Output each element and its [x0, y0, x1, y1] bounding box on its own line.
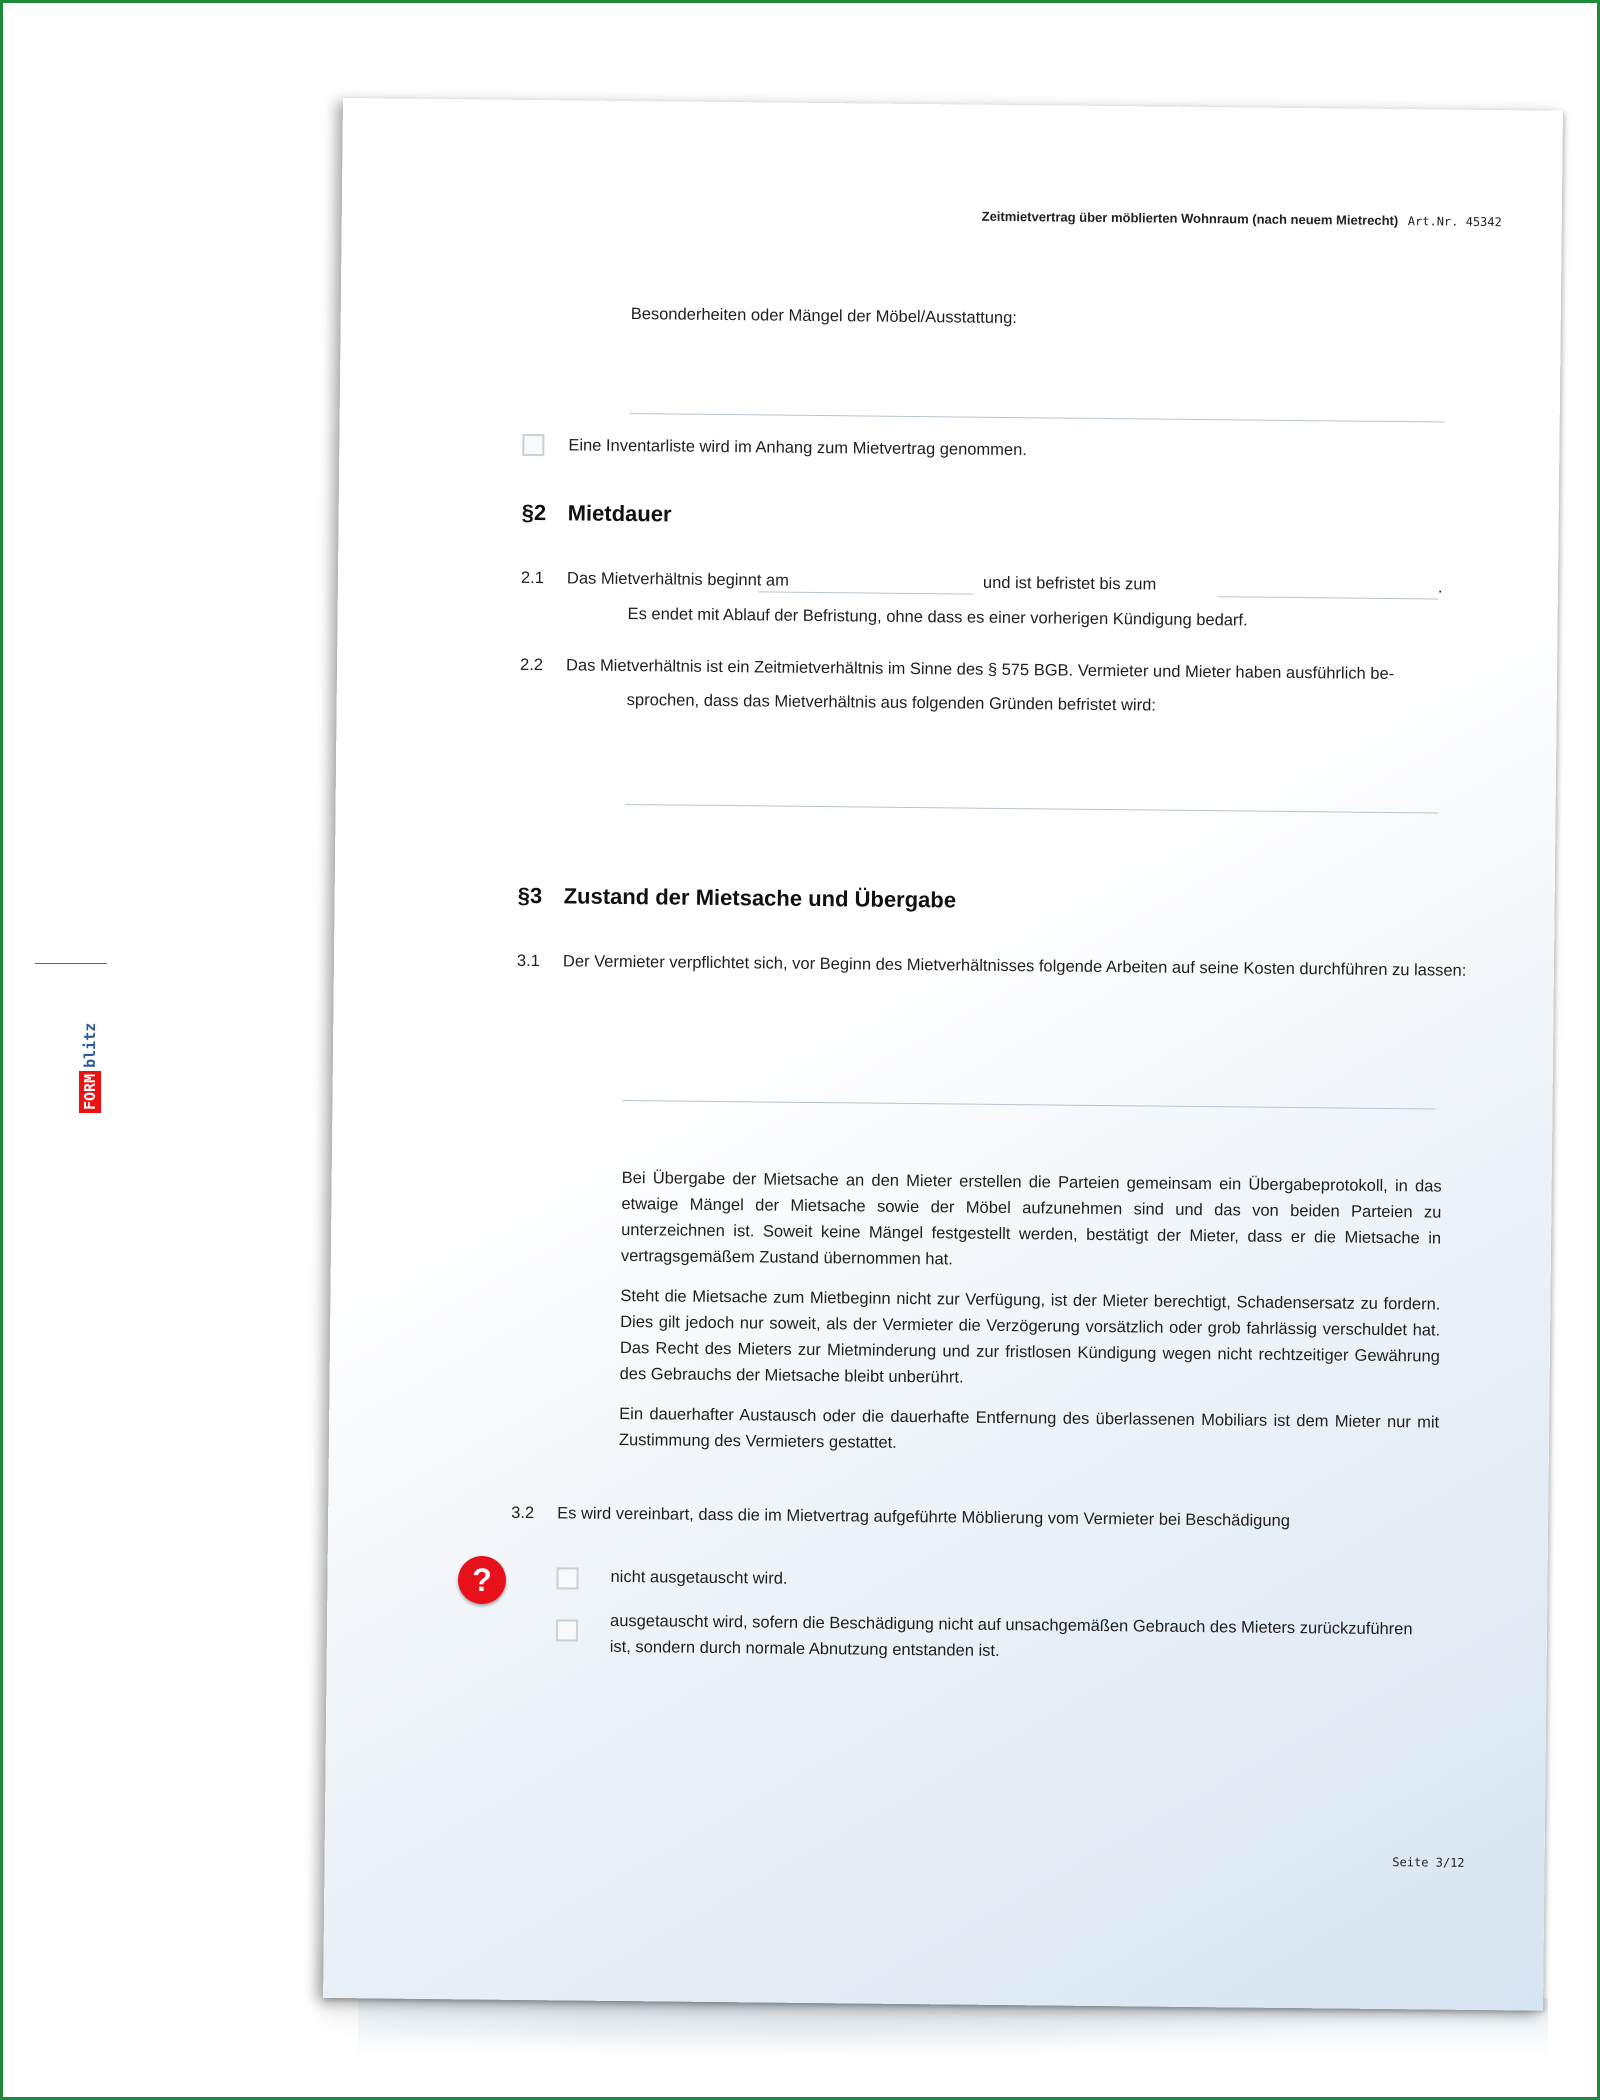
section-3-heading	[518, 883, 957, 914]
item-2-2-line-1: Das Mietverhältnis ist ein Zeitmietverhältnis im Sinne des § 575 BGB. Vermieter und Mieter haben ausführlich be-	[565, 656, 1395, 684]
not-replaced-label: nicht ausgetauscht wird.	[610, 1567, 788, 1588]
formblitz-logo	[79, 963, 101, 1113]
end-date-input-line[interactable]	[1218, 596, 1438, 599]
section-2-title: Mietdauer	[567, 500, 672, 527]
item-3-2-text: Es wird vereinbart, dass die im Mietvertrag aufgeführte Möblierung vom Vermieter bei Beschädigung	[557, 1504, 1291, 1530]
landlord-works-input-line[interactable]	[623, 1100, 1436, 1110]
item-2-2-number: 2.2	[519, 655, 544, 675]
furniture-exchange-paragraph: Ein dauerhafter Austausch oder die dauerhafte Entfernung des überlassenen Mobiliars ist dem Mieter nur mit Zustimmung des Vermieters gestattet.	[618, 1404, 1440, 1452]
item-3-1-text: Der Vermieter verpflichtet sich, vor Beginn des Mietverhältnisses folgende Arbeiten auf seine Kosten durchführen zu lassen:	[562, 952, 1467, 980]
section-3-title: Zustand der Mietsache und Übergabe	[563, 883, 957, 913]
item-2-2-line-2: sprochen, dass das Mietverhältnis aus folgenden Gründen befristet wird:	[626, 691, 1156, 715]
logo-blitz-text: blitz	[79, 1020, 101, 1071]
handover-paragraph: Bei Übergabe der Mietsache an den Mieter erstellen die Parteien gemeinsam ein Übergabeprotokoll, in das etwaige Mängel der Mietsache sowie der Möbel aufzunehmen sind und das von beiden Parteien zu unterzeichnen ist. Soweit keine Mängel festgestellt werden, bestätigt der Mieter, dass er die Mietsache in vertragsgemäßem Zustand übernommen hat.	[620, 1168, 1442, 1269]
fixed-term-reasons-input-line[interactable]	[626, 804, 1439, 814]
logo-form-text: FORM	[79, 1071, 101, 1113]
item-2-1-text-end: .	[1437, 578, 1443, 597]
document-page	[323, 98, 1563, 2011]
item-3-1-number: 3.1	[516, 951, 541, 971]
document-header	[982, 209, 1502, 229]
section-3-symbol: §3	[517, 882, 543, 909]
furniture-defects-label: Besonderheiten oder Mängel der Möbel/Ausstattung:	[630, 305, 1017, 328]
document-title: Zeitmietvertrag über möblierten Wohnraum (nach neuem Mietrecht)	[981, 208, 1399, 229]
help-icon[interactable]	[458, 1556, 506, 1604]
replaced-checkbox[interactable]	[556, 1619, 578, 1641]
availability-paragraph: Steht die Mietsache zum Mietbeginn nicht zur Verfügung, ist der Mieter berechtigt, Schadensersatz zu fordern. Dies gilt jedoch nur soweit, als der Vermieter die Verzögerung vorsätzlich oder grob fahrlässig verschuldet hat. Das Recht des Mieters zur Mietminderung und zur fristlosen Kündigung wegen nicht rechtzeitiger Gewährung des Gebrauchs der Mietsache bleibt unberührt.	[619, 1286, 1441, 1387]
inventory-list-checkbox[interactable]	[522, 434, 544, 456]
page-number: Seite 3/12	[1392, 1855, 1465, 1870]
item-3-2-number: 3.2	[511, 1503, 535, 1523]
inventory-list-label: Eine Inventarliste wird im Anhang zum Mietvertrag genommen.	[568, 436, 1027, 460]
article-number: Art.Nr. 45342	[1407, 214, 1502, 230]
section-2-symbol: §2	[521, 499, 547, 526]
item-2-1-number: 2.1	[520, 568, 545, 588]
replaced-label-line-1: ausgetauscht wird, sofern die Beschädigung nicht auf unsachgemäßen Gebrauch des Mieters zurückzuführen	[609, 1611, 1413, 1639]
item-2-1-text-mid: und ist befristet bis zum	[982, 573, 1157, 594]
replaced-label-line-2: ist, sondern durch normale Abnutzung entstanden ist.	[609, 1637, 1000, 1660]
section-2-heading	[522, 500, 672, 528]
not-replaced-checkbox[interactable]	[556, 1567, 578, 1589]
start-date-input-line[interactable]	[758, 591, 973, 594]
item-2-1-text-start: Das Mietverhältnis beginnt am	[566, 569, 790, 590]
help-symbol: ?	[472, 1562, 492, 1598]
furniture-defects-input-line[interactable]	[630, 413, 1445, 423]
item-2-1-text-continued: Es endet mit Ablauf der Befristung, ohne dass es einer vorherigen Kündigung bedarf.	[627, 605, 1248, 630]
